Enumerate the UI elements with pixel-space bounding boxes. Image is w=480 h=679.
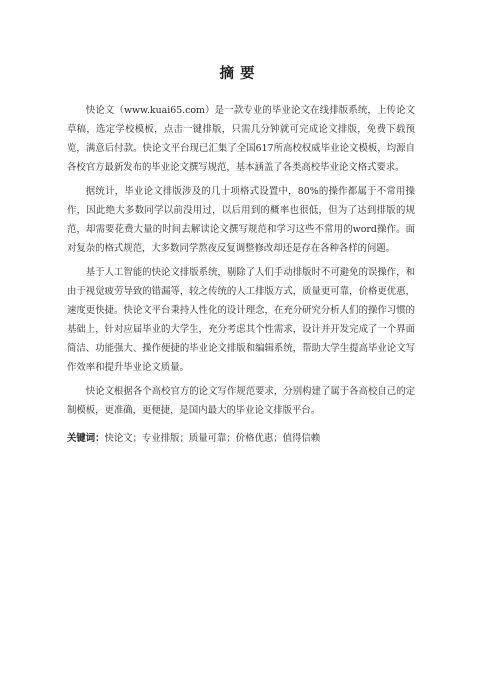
abstract-paragraph-4: 快论文根据各个高校官方的论文写作规范要求，分别构建了属于各高校自己的定制模板，更准确，更便捷，是国内最大的毕业论文排版平台。 — [67, 386, 415, 416]
abstract-body — [67, 101, 415, 425]
abstract-paragraph-2: 据统计，毕业论文排版涉及的几十项格式设置中，80%的操作都属于不常用操作，因此绝大多数同学以前没用过，以后用到的概率也很低，但为了达到排版的规范，却需要花费大量的时间去解读论文撰写规范和学习这些不常用的word操作。面对复杂的格式规范，大多数同学熬夜反复调整修改却还是存在各种各样的问题。 — [67, 186, 415, 254]
abstract-paragraph-3: 基于人工智能的快论文排版系统，剔除了人们手动排版时不可避免的误操作，和由于视觉疲劳导致的错漏等，较之传统的人工排版方式，质量更可靠，价格更优惠，速度更快捷。快论文平台秉持人性化的设计理念，在充分研究分析人们的操作习惯的基础上，针对应届毕业的大学生，充分考虑其个性需求，设计并开发完成了一个界面简洁、功能强大、操作便捷的毕业论文排版和编辑系统，帮助大学生提高毕业论文写作效率和提升毕业论文质量。 — [67, 267, 415, 373]
keywords-list: 快论文；专业排版；质量可靠；价格优惠；值得信赖 — [104, 433, 321, 444]
keywords-line — [67, 429, 415, 448]
abstract-paragraph-1: 快论文（www.kuai65.com）是一款专业的毕业论文在线排版系统，上传论文草稿，选定学校模板，点击一键排版，只需几分钟就可完成论文排版，免费下载预览，满意后付款。快论文平台现已汇集了全国617所高校权威毕业论文模板，均源自各校官方最新发布的毕业论文撰写规范，基本涵盖了各类高校毕业论文格式要求。 — [67, 105, 415, 173]
abstract-title: 摘要 — [219, 66, 261, 82]
keywords-label: 关键词： — [67, 433, 105, 444]
